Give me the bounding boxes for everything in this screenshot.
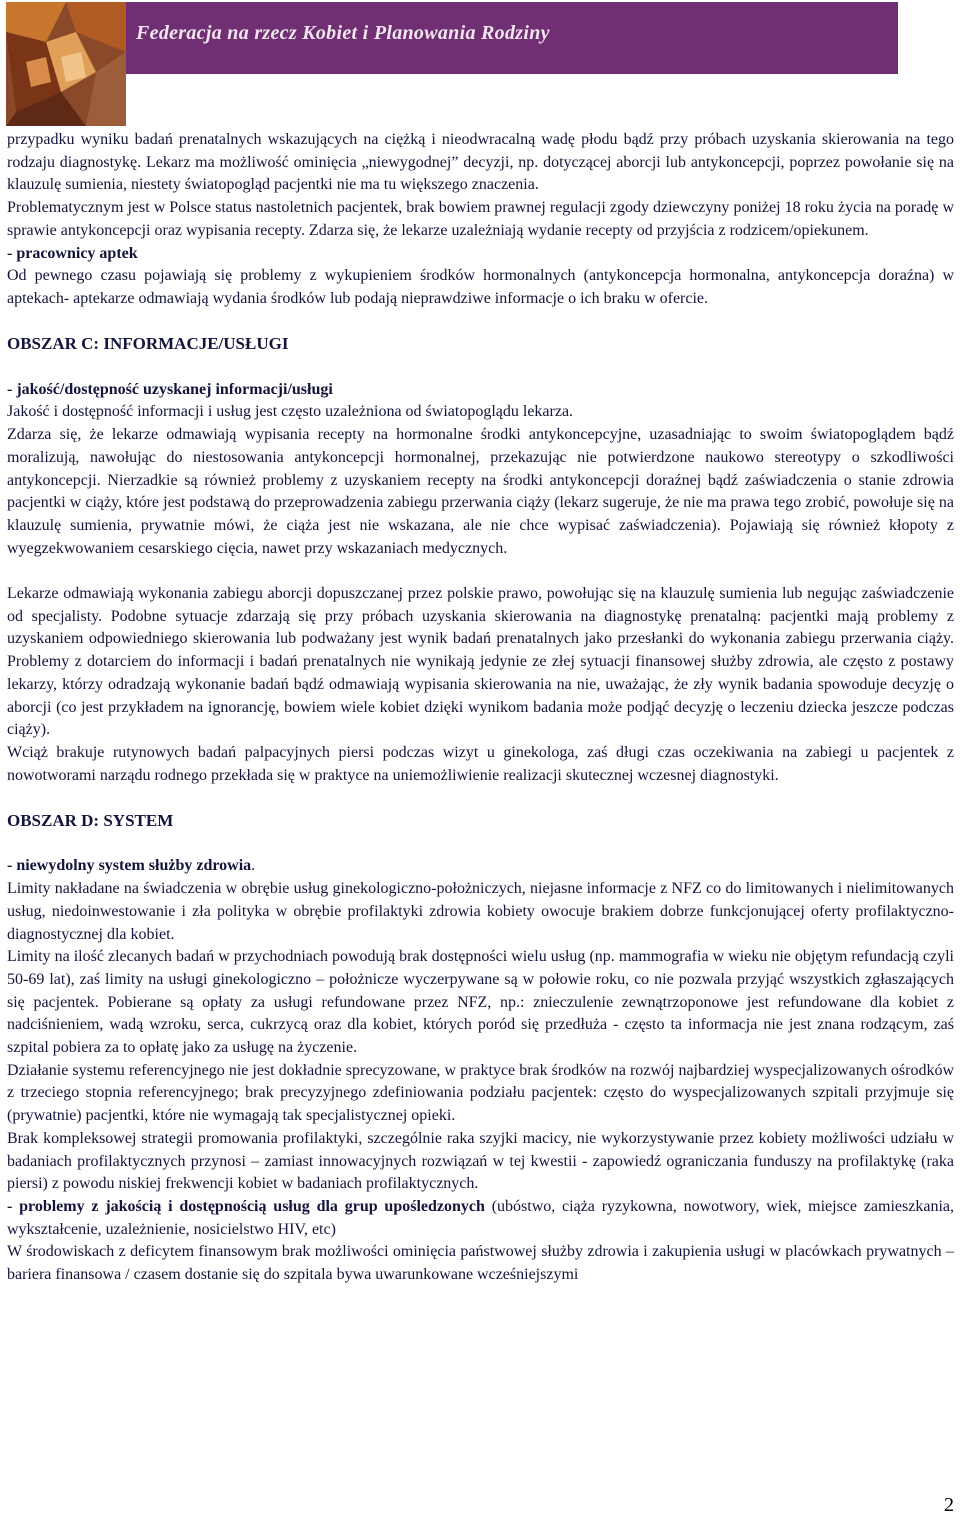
header-banner bbox=[6, 2, 898, 126]
header-title: Federacja na rzecz Kobiet i Planowania Rodziny bbox=[136, 22, 550, 44]
subheading-text: - jakość/dostępność uzyskanej informacji/usługi bbox=[7, 380, 333, 398]
paragraph: W środowiskach z deficytem finansowym brak możliwości ominięcia państwowej służby zdrowia i zakupienia usługi w placówkach prywatnych – bariera finansowa / czasem dostanie się do szpitala bywa uwarunkowane wcześniejszymi bbox=[7, 1243, 954, 1284]
subheading bbox=[7, 243, 954, 266]
page-number: 2 bbox=[944, 1494, 954, 1516]
header-artwork-image bbox=[6, 2, 126, 126]
subheading-tail: . bbox=[251, 857, 256, 875]
subheading-text: - niewydolny system służby zdrowia bbox=[7, 857, 252, 875]
subheading bbox=[7, 379, 954, 402]
paragraph: Wciąż brakuje rutynowych badań palpacyjnych piersi podczas wizyt u ginekologa, zaś długi czas oczekiwania na zabiegi u pacjentek z nowotworami narządu rodnego przekłada się w praktyce na uniemożliwienie realizacji skutecznej wczesnej diagnostyki. bbox=[7, 743, 954, 784]
document-body bbox=[7, 129, 954, 1287]
paragraph: Problematycznym jest w Polsce status nastoletnich pacjentek, brak bowiem prawnej regulacji zgody dziewczyny poniżej 18 roku życia na poradę w sprawie antykoncepcji oraz wypisania recepty. Zdarza się, że lekarze uzależniają wydanie recepty od przyjścia z rodzicem/opiekunem. bbox=[7, 199, 954, 239]
paragraph: Zdarza się, że lekarze odmawiają wypisania recepty na hormonalne środki antykoncepcyjne, uzasadniając to swoim światopoglądem bądź moralizują, nawołując do niestosowania antykoncepcji hormonalnej, przekazując nie potwierdzone naukowo stereotypy o szkodliwości antykoncepcji. Nierzadkie są również problemy z uzyskaniem recepty na środki antykoncepcji doraźnej bądź zaświadczenia o stanie zdrowia pacjentki w ciąży, które jest podstawą do przeprowadzenia zabiegu przerwania ciąży (lekarz sugeruje, że nie ma prawa tego zrobić, powołuje się na klauzulę sumienia, prywatnie mówi, że ciąża jest nie wskazana, ale nie chce wypisać zaświadczenia). Pojawiają się również kłopoty z wyegzekwowaniem cesarskiego cięcia, nawet przy wskazaniach medycznych. bbox=[7, 426, 954, 557]
paragraph: Od pewnego czasu pojawiają się problemy z wykupieniem środków hormonalnych (antykoncepcja hormonalna, antykoncepcja doraźna) w aptekach- aptekarze odmawiają wydania środków lub podają nieprawdziwe informacje o ich braku w ofercie. bbox=[7, 267, 954, 307]
subheading-text: - pracownicy aptek bbox=[7, 244, 138, 262]
paragraph: Limity nakładane na świadczenia w obrębie usług ginekologiczno-położniczych, niejasne informacje z NFZ co do limitowanych i nielimitowanych usług, niedoinwestowanie i zła polityka w obrębie profilaktyki zdrowia kobiety owocuje brakiem dobrze funkcjonującej oferty profilaktyczno-diagnostycznej dla kobiet. bbox=[7, 880, 954, 943]
paragraph: Brak kompleksowej strategii promowania profilaktyki, szczególnie raka szyjki macicy, nie wykorzystywanie przez kobiety możliwości udziału w badaniach profilaktycznych przynosi – zamiast innowacyjnych rozwiązań w tej kwestii - zapowiedź ograniczania funduszy na profilaktykę (raka piersi) z powodu niskiej frekwencji kobiet w badaniach profilaktycznych. bbox=[7, 1129, 954, 1193]
paragraph: przypadku wyniku badań prenatalnych wskazujących na ciężką i nieodwracalną wadę płodu bądź przy próbach uzyskania skierowania na tego rodzaju diagnostykę. Lekarz ma możliwość ominięcia „niewygodnej” decyzji, np. dotyczącej aborcji lub antykoncepcji, poprzez powołanie się na klauzulę sumienia, niestety światopogląd pacjentki nie ma tu większego znaczenia. bbox=[7, 131, 954, 194]
paragraph: Limity na ilość zlecanych badań w przychodniach powodują brak dostępności wielu usług (np. mammografia w wieku nie objętym refundacją czyli 50-69 lat), zaś limity na usługi ginekologiczno – położnicze wyczerpywane są w połowie roku, co nie pozwala przyjąć wszystkich zgłaszających się pacjentek. Pobierane są opłaty za usługi refundowane przez NFZ, np.: znieczulenie zewnątrzoponowe jest refundowane dla kobiet z nadciśnieniem, wadą wzroku, serca, cukrzycą oraz dla kobiet, których poród się przedłuża - często ta informacja nie jest znana rodzącym, zaś szpital pobiera za to opłatę jako za usługę na życzenie. bbox=[7, 948, 954, 1057]
paragraph: Działanie systemu referencyjnego nie jest dokładnie sprecyzowane, w praktyce brak środków na rozwój najbardziej wyspecjalizowanych ośrodków z trzeciego stopnia referencyjnego; brak precyzyjnego zdefiniowania podziału pacjentek: często do wyspecjalizowanych szpitali przyjmuje się (prywatnie) pacjentki, które nie wymagają tak specjalistycznej opieki. bbox=[7, 1061, 954, 1125]
paragraph: Lekarze odmawiają wykonania zabiegu aborcji dopuszczanej przez polskie prawo, powołując się na klauzulę sumienia lub negując zaświadczenie od specjalisty. Podobne sytuacje zdarzają się przy próbach uzyskania skierowania na diagnostykę prenatalną: pacjentki mają problemy z uzyskaniem odpowiedniego skierowania lub podważany jest wynik badań prenatalnych jako przesłanki do wykonania zabiegu przerwania ciąży. Problemy z dotarciem do informacji i badań prenatalnych nie wynikają jedynie ze złej sytuacji finansowej służby zdrowia, ale często z postawy lekarzy, którzy odradzają wykonanie badań bądź odmawiają wypisania skierowania na nie, uważając, że zły wynik badania spowoduje decyzję o aborcji (co jest przykładem na ignorancję, bowiem wiele kobiet dzięki wynikom badania może podjąć decyzję o leczeniu dziecka jeszcze podczas ciąży). bbox=[7, 585, 954, 739]
paragraph bbox=[7, 1196, 954, 1241]
subheading-text: - problemy z jakością i dostępnością usług dla grup upośledzonych bbox=[7, 1197, 485, 1215]
subheading bbox=[7, 855, 954, 878]
section-heading-c: OBSZAR C: INFORMACJE/USŁUGI bbox=[7, 334, 289, 354]
section-heading-d: OBSZAR D: SYSTEM bbox=[7, 811, 174, 831]
paragraph-tail: (ubóstwo, ciąża ryzykowna, nowotwory, wiek, miejsce zamieszkania, wykształcenie, uzależnienie, nosicielstwo HIV, etc) bbox=[7, 1197, 954, 1238]
paragraph: Jakość i dostępność informacji i usług jest często uzależniona od światopoglądu lekarza. bbox=[7, 403, 574, 421]
